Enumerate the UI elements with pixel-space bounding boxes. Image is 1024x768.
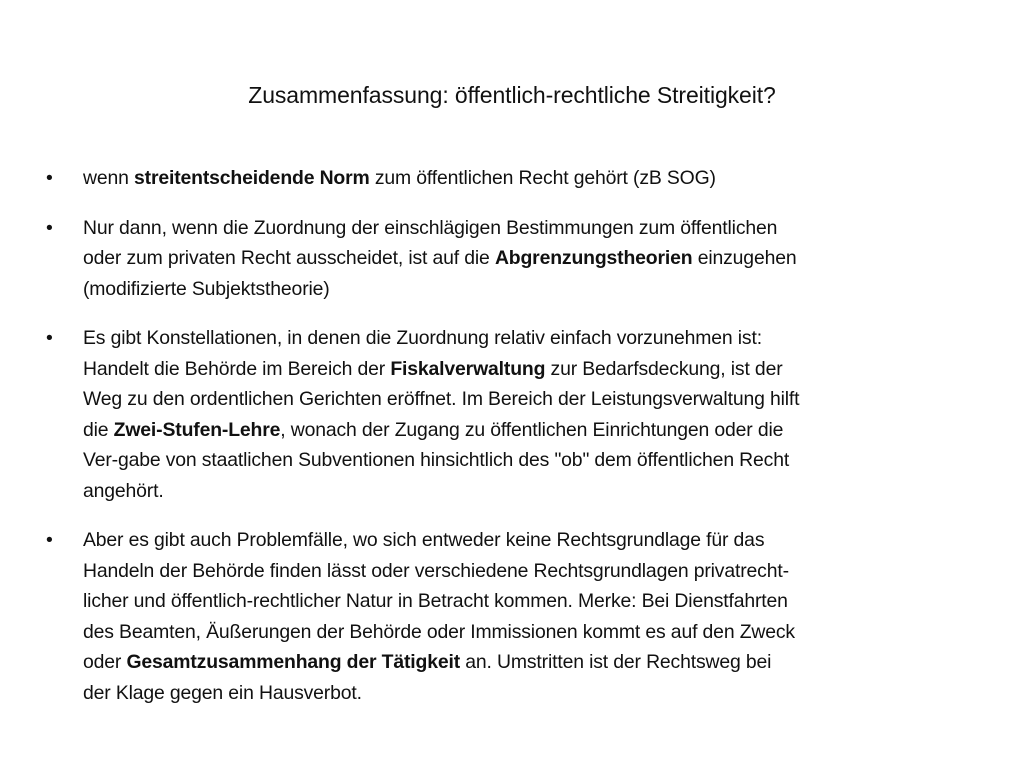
text-segment: Weg zu den ordentlichen Gerichten eröffnet. Im Bereich der Leistungsverwaltung hilft	[83, 388, 800, 410]
text-segment: Handeln der Behörde finden lässt oder verschiedene Rechtsgrundlagen privatrecht-	[83, 559, 789, 582]
bold-term: Fiskalverwaltung	[390, 357, 546, 380]
bullet-item	[46, 163, 983, 194]
text-segment: oder	[83, 651, 127, 673]
text-segment: , wonach der Zugang zu öffentlichen Einrichtungen oder die	[280, 418, 784, 441]
bullet-item	[46, 213, 983, 305]
bullet-line	[83, 445, 983, 476]
bullet-item	[46, 525, 983, 708]
text-segment: Ver-gabe von staatlichen Subventionen hinsichtlich des "ob" dem öffentlichen Recht	[83, 449, 790, 471]
text-segment: licher und öffentlich-rechtlicher Natur in Betracht kommen. Merke: Bei Dienstfahrten	[83, 590, 788, 612]
text-segment: angehört.	[83, 479, 164, 502]
bullet-line	[83, 586, 983, 617]
bullet-line	[83, 384, 983, 415]
bullet-line	[83, 274, 983, 305]
text-segment: zum öffentlichen Recht gehört (zB SOG)	[369, 167, 716, 189]
text-segment: Nur dann, wenn die Zuordnung der einschlägigen Bestimmungen zum öffentlichen	[83, 216, 778, 239]
bold-term: streitentscheidende Norm	[134, 167, 370, 189]
text-segment: zur Bedarfsdeckung, ist der	[545, 357, 783, 380]
text-segment: Aber es gibt auch Problemfälle, wo sich entweder keine Rechtsgrundlage für das	[83, 529, 765, 551]
bullet-line	[83, 647, 983, 678]
bullet-line	[83, 415, 983, 446]
bullet-line	[83, 213, 983, 244]
bullet-line	[83, 556, 983, 587]
slide-title: Zusammenfassung: öffentlich-rechtliche Streitigkeit?	[248, 82, 776, 108]
bullet-line	[83, 678, 983, 709]
bold-term: Gesamtzusammenhang der Tätigkeit	[126, 651, 461, 673]
text-segment: des Beamten, Äußerungen der Behörde oder Immissionen kommt es auf den Zweck	[83, 620, 795, 643]
bullet-dot-icon: •	[46, 327, 53, 349]
text-segment: wenn	[83, 167, 134, 189]
bullet-line	[83, 525, 983, 556]
bullet-list	[46, 163, 983, 727]
bullet-dot-icon: •	[46, 167, 53, 189]
bullet-line	[83, 323, 983, 354]
text-segment: Handelt die Behörde im Bereich der	[83, 357, 391, 380]
text-segment: (modifizierte Subjektstheorie)	[83, 277, 330, 300]
text-segment: Es gibt Konstellationen, in denen die Zuordnung relativ einfach vorzunehmen ist:	[83, 327, 762, 349]
bullet-dot-icon: •	[46, 216, 53, 239]
text-segment: einzugehen	[692, 247, 797, 269]
bullet-line	[83, 243, 983, 274]
bold-term: Zwei-Stufen-Lehre	[113, 418, 281, 441]
text-segment: die	[83, 418, 114, 441]
bullet-line	[83, 476, 983, 507]
text-segment: an. Umstritten ist der Rechtsweg bei	[460, 651, 772, 673]
text-segment: oder zum privaten Recht ausscheidet, ist auf die	[83, 247, 495, 269]
bullet-line	[83, 617, 983, 648]
bold-term: Abgrenzungstheorien	[494, 247, 693, 269]
text-segment: der Klage gegen ein Hausverbot.	[83, 681, 362, 704]
bullet-line	[83, 354, 983, 385]
bullet-item	[46, 323, 983, 506]
bullet-line	[83, 163, 983, 194]
bullet-dot-icon: •	[46, 529, 53, 551]
